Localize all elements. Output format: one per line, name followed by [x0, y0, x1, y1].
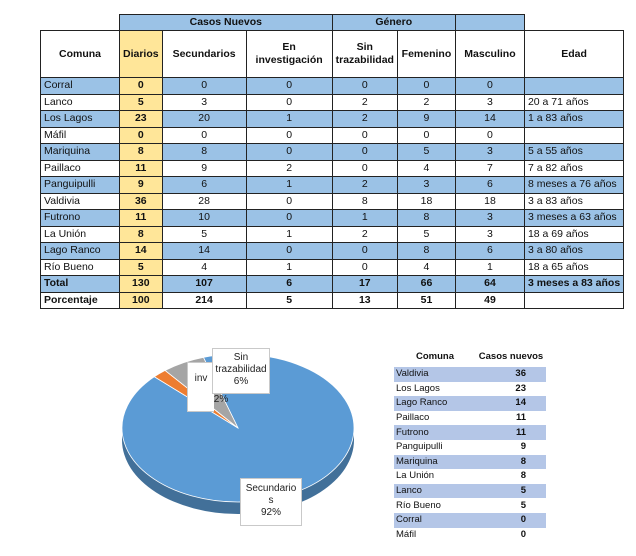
- total-diarios: 130: [120, 276, 163, 293]
- cell-femenino: 0: [397, 78, 455, 95]
- total-investigacion: 6: [246, 276, 332, 293]
- cell-masculino: 3: [455, 94, 524, 111]
- cell-sin_traz: 8: [332, 193, 397, 210]
- sec-line2: s: [268, 495, 274, 506]
- cell-masculino: 3: [455, 144, 524, 161]
- cell-investigacion: 0: [246, 127, 332, 144]
- sin-pct: 6%: [233, 376, 249, 387]
- table-row: [41, 94, 624, 111]
- pie-chart: [118, 330, 368, 556]
- cell-edad: 18 a 69 años: [524, 226, 623, 243]
- cell-comuna: Futrono: [41, 210, 120, 227]
- cell-diarios: 36: [120, 193, 163, 210]
- table-row: [41, 243, 624, 260]
- empty-cell: [41, 15, 120, 31]
- label-inv-pct: 2%: [213, 394, 229, 405]
- cell-edad: 1 a 83 años: [524, 111, 623, 128]
- cell-comuna: La Unión: [41, 226, 120, 243]
- porcentaje-diarios: 100: [120, 292, 163, 309]
- cell-secundarios: 0: [162, 127, 246, 144]
- list-item: [394, 367, 546, 382]
- cell-comuna: Río Bueno: [41, 259, 120, 276]
- cell-comuna: Los Lagos: [41, 111, 120, 128]
- porcentaje-secundarios: 214: [162, 292, 246, 309]
- total-row: [41, 276, 624, 293]
- table-row: [41, 78, 624, 95]
- col-comuna: Comuna: [41, 31, 120, 78]
- cell-femenino: 4: [397, 259, 455, 276]
- list-item: [394, 498, 546, 513]
- cell-secundarios: 0: [162, 78, 246, 95]
- cell-secundarios: 8: [162, 144, 246, 161]
- side-cell-comuna: La Unión: [396, 470, 435, 482]
- cell-comuna: Valdivia: [41, 193, 120, 210]
- side-cell-comuna: Lago Ranco: [394, 396, 476, 411]
- cell-diarios: 14: [120, 243, 163, 260]
- side-cell-casos: 11: [476, 425, 546, 440]
- side-cell-casos: 36: [476, 367, 546, 382]
- cell-diarios: 5: [120, 259, 163, 276]
- total-edad: 3 meses a 83 años: [524, 276, 623, 293]
- table-row: [41, 111, 624, 128]
- col-secundarios: Secundarios: [162, 31, 246, 78]
- cell-secundarios: 6: [162, 177, 246, 194]
- cell-femenino: 18: [397, 193, 455, 210]
- total-masculino: 64: [455, 276, 524, 293]
- cell-sin_traz: 1: [332, 210, 397, 227]
- cell-secundarios: 14: [162, 243, 246, 260]
- cell-comuna: Mariquina: [41, 144, 120, 161]
- cell-investigacion: 1: [246, 226, 332, 243]
- porcentaje-masculino: 49: [455, 292, 524, 309]
- cell-comuna: Lanco: [41, 94, 120, 111]
- side-cell-casos: 11: [515, 412, 526, 424]
- cell-diarios: 8: [120, 226, 163, 243]
- side-cell-comuna: Futrono: [394, 425, 476, 440]
- col-en-investigacion: En investigación: [246, 31, 332, 78]
- cell-masculino: 3: [455, 210, 524, 227]
- side-cell-casos: 14: [476, 396, 546, 411]
- cell-diarios: 0: [120, 127, 163, 144]
- side-col-casos: Casos nuevos: [478, 350, 544, 362]
- cell-investigacion: 0: [246, 243, 332, 260]
- sec-pct: 92%: [260, 507, 281, 518]
- table-row: [41, 127, 624, 144]
- group-blank: [455, 15, 524, 31]
- cell-femenino: 0: [397, 127, 455, 144]
- list-item: [394, 382, 546, 397]
- cell-secundarios: 9: [162, 160, 246, 177]
- cell-investigacion: 0: [246, 193, 332, 210]
- table-row: [41, 193, 624, 210]
- table-row: [41, 177, 624, 194]
- cell-diarios: 5: [120, 94, 163, 111]
- cell-sin_traz: 2: [332, 226, 397, 243]
- side-cell-comuna: Valdivia: [394, 367, 476, 382]
- col-sin-trazabilidad: Sin trazabilidad: [332, 31, 397, 78]
- cell-diarios: 9: [120, 177, 163, 194]
- cell-masculino: 6: [455, 243, 524, 260]
- total-sin-traz: 17: [332, 276, 397, 293]
- empty-cell: [524, 15, 623, 31]
- cell-edad: [524, 78, 623, 95]
- cell-edad: 8 meses a 76 años: [524, 177, 623, 194]
- cell-investigacion: 2: [246, 160, 332, 177]
- side-col-comuna: Comuna: [416, 350, 454, 362]
- porcentaje-edad: [524, 292, 623, 309]
- cell-diarios: 8: [120, 144, 163, 161]
- cell-diarios: 0: [120, 78, 163, 95]
- sin-line2: trazabilidad: [215, 364, 267, 375]
- cell-investigacion: 0: [246, 78, 332, 95]
- cell-masculino: 0: [455, 127, 524, 144]
- cell-femenino: 2: [397, 94, 455, 111]
- col-diarios: Diarios: [120, 31, 163, 78]
- list-item: [394, 513, 546, 528]
- side-cell-comuna: Los Lagos: [396, 382, 440, 394]
- cell-edad: 5 a 55 años: [524, 144, 623, 161]
- casos-table: [40, 14, 624, 309]
- porcentaje-sin-traz: 13: [332, 292, 397, 309]
- list-item: [394, 425, 546, 440]
- cell-femenino: 3: [397, 177, 455, 194]
- cell-investigacion: 0: [246, 144, 332, 161]
- side-cell-comuna: Paillaco: [396, 412, 430, 424]
- porcentaje-femenino: 51: [397, 292, 455, 309]
- label-sin-trazabilidad: [212, 348, 270, 394]
- table-row: [41, 259, 624, 276]
- cell-diarios: 11: [120, 210, 163, 227]
- total-label: Total: [41, 276, 120, 293]
- side-cell-comuna: Máfil: [396, 528, 417, 540]
- table-row: [41, 160, 624, 177]
- cell-investigacion: 0: [246, 210, 332, 227]
- side-cell-comuna: Panguipulli: [396, 441, 443, 453]
- total-femenino: 66: [397, 276, 455, 293]
- cell-sin_traz: 0: [332, 243, 397, 260]
- cell-investigacion: 1: [246, 111, 332, 128]
- cell-femenino: 5: [397, 144, 455, 161]
- total-secundarios: 107: [162, 276, 246, 293]
- cell-femenino: 8: [397, 210, 455, 227]
- side-cell-casos: 0: [476, 513, 546, 528]
- cell-comuna: Paillaco: [41, 160, 120, 177]
- cell-diarios: 23: [120, 111, 163, 128]
- porcentaje-investigacion: 5: [246, 292, 332, 309]
- cell-sin_traz: 2: [332, 94, 397, 111]
- side-cell-comuna: Mariquina: [394, 455, 476, 470]
- cell-investigacion: 0: [246, 94, 332, 111]
- cell-secundarios: 3: [162, 94, 246, 111]
- side-cell-casos: 0: [520, 528, 526, 540]
- list-item: [394, 484, 546, 499]
- list-item: [394, 396, 546, 411]
- side-cell-casos: 9: [520, 441, 526, 453]
- cell-edad: [524, 127, 623, 144]
- cell-secundarios: 20: [162, 111, 246, 128]
- cell-sin_traz: 2: [332, 177, 397, 194]
- cell-sin_traz: 0: [332, 127, 397, 144]
- list-item: [394, 528, 546, 543]
- side-cell-comuna: Río Bueno: [396, 499, 441, 511]
- cell-sin_traz: 0: [332, 160, 397, 177]
- cell-secundarios: 28: [162, 193, 246, 210]
- cell-sin_traz: 0: [332, 144, 397, 161]
- cell-femenino: 5: [397, 226, 455, 243]
- table-row: [41, 144, 624, 161]
- side-cell-casos: 8: [476, 455, 546, 470]
- cell-investigacion: 1: [246, 259, 332, 276]
- cell-edad: 3 meses a 63 años: [524, 210, 623, 227]
- sin-line1: Sin: [233, 352, 249, 363]
- cell-secundarios: 4: [162, 259, 246, 276]
- list-item: [394, 469, 546, 484]
- cell-comuna: Lago Ranco: [41, 243, 120, 260]
- cell-sin_traz: 2: [332, 111, 397, 128]
- cell-comuna: Panguipulli: [41, 177, 120, 194]
- cell-edad: 18 a 65 años: [524, 259, 623, 276]
- table-row: [41, 210, 624, 227]
- list-item: [394, 411, 546, 426]
- cell-masculino: 6: [455, 177, 524, 194]
- inv-text: inv: [194, 373, 208, 384]
- side-cell-comuna: Corral: [394, 513, 476, 528]
- label-secundarios: [240, 478, 302, 526]
- cell-secundarios: 5: [162, 226, 246, 243]
- cell-masculino: 3: [455, 226, 524, 243]
- cell-masculino: 14: [455, 111, 524, 128]
- cell-femenino: 9: [397, 111, 455, 128]
- cell-diarios: 11: [120, 160, 163, 177]
- cell-masculino: 18: [455, 193, 524, 210]
- side-cell-casos: 5: [476, 484, 546, 499]
- cell-masculino: 7: [455, 160, 524, 177]
- side-cell-casos: 5: [520, 499, 526, 511]
- porcentaje-label: Porcentaje: [41, 292, 120, 309]
- side-cell-casos: 23: [515, 382, 526, 394]
- cell-edad: 3 a 83 años: [524, 193, 623, 210]
- cell-edad: 7 a 82 años: [524, 160, 623, 177]
- sec-line1: Secundario: [245, 483, 297, 494]
- cell-edad: 3 a 80 años: [524, 243, 623, 260]
- cell-sin_traz: 0: [332, 259, 397, 276]
- cell-comuna: Corral: [41, 78, 120, 95]
- cell-edad: 20 a 71 años: [524, 94, 623, 111]
- group-genero: Género: [332, 15, 455, 31]
- cell-investigacion: 1: [246, 177, 332, 194]
- side-cell-casos: 8: [520, 470, 526, 482]
- table-row: [41, 226, 624, 243]
- cell-femenino: 4: [397, 160, 455, 177]
- group-casos-nuevos: Casos Nuevos: [120, 15, 333, 31]
- porcentaje-row: [41, 292, 624, 309]
- casos-nuevos-table: [394, 345, 546, 542]
- side-cell-comuna: Lanco: [394, 484, 476, 499]
- cell-masculino: 1: [455, 259, 524, 276]
- cell-secundarios: 10: [162, 210, 246, 227]
- col-femenino: Femenino: [397, 31, 455, 78]
- col-edad: Edad: [524, 31, 623, 78]
- cell-masculino: 0: [455, 78, 524, 95]
- cell-sin_traz: 0: [332, 78, 397, 95]
- col-masculino: Masculino: [455, 31, 524, 78]
- list-item: [394, 455, 546, 470]
- list-item: [394, 440, 546, 455]
- cell-comuna: Máfil: [41, 127, 120, 144]
- cell-femenino: 8: [397, 243, 455, 260]
